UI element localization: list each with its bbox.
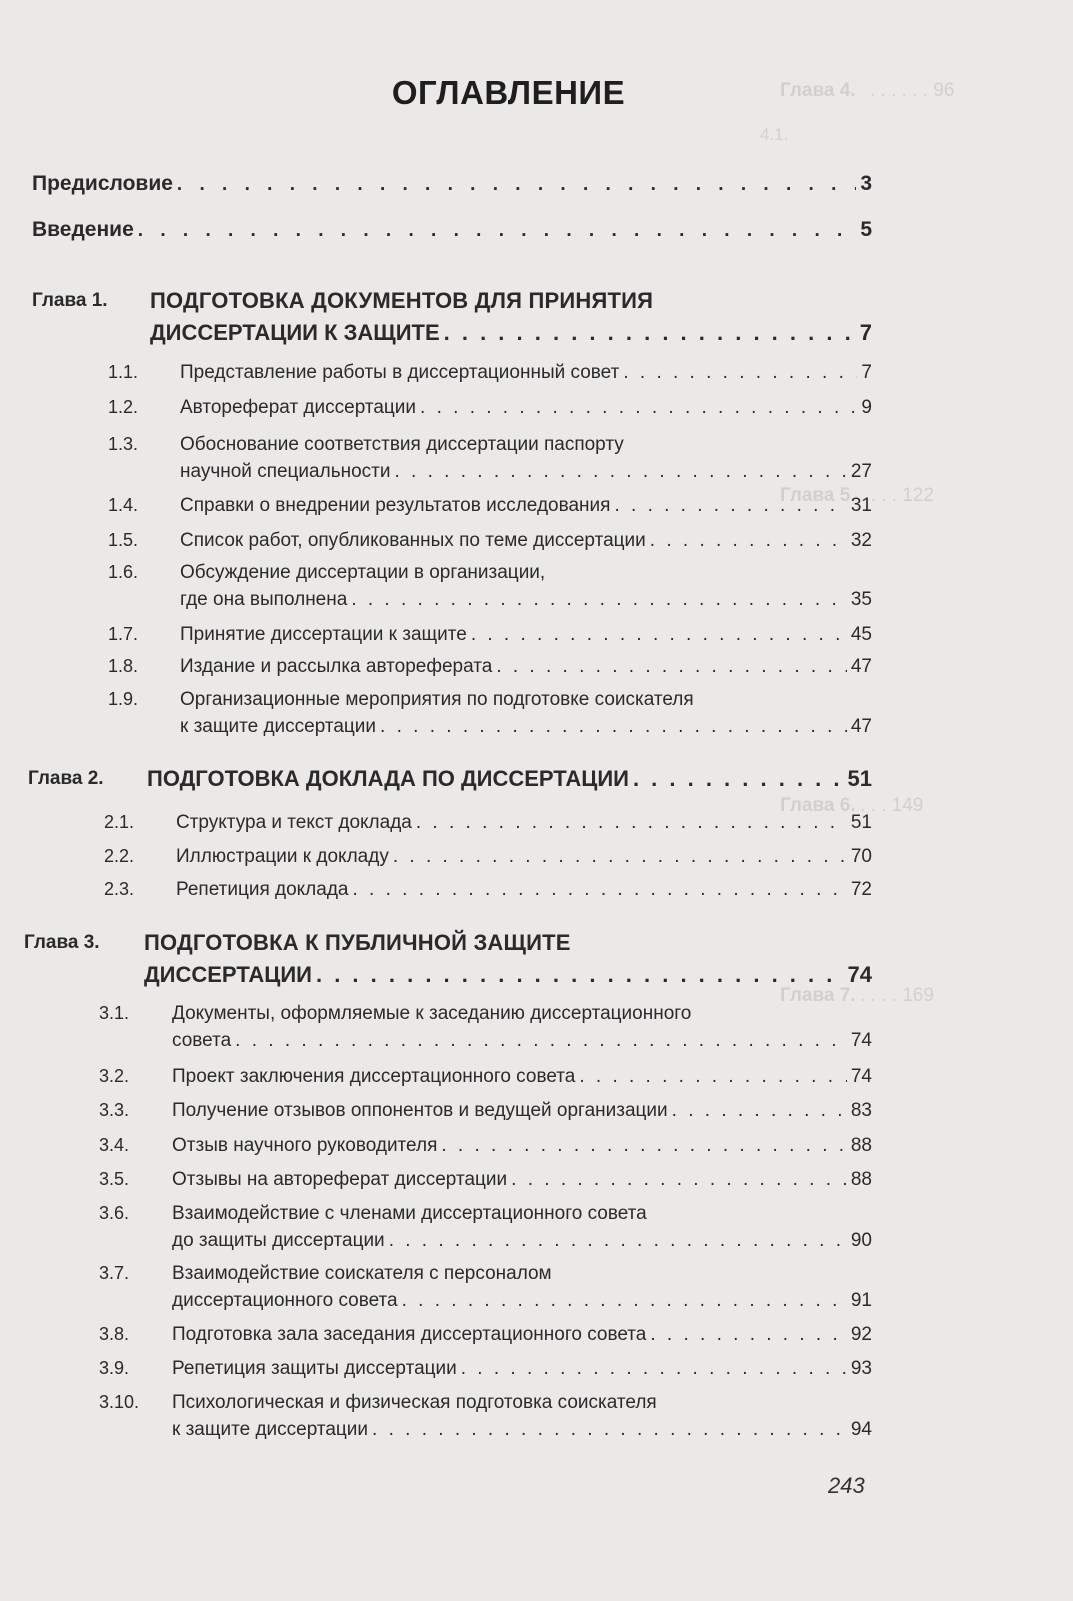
toc-section-entry-label: Справки о внедрении результатов исследования (180, 495, 611, 516)
toc-section-entry-page: 91 (850, 1290, 872, 1311)
toc-section-entry-label: Представление работы в диссертационный совет (180, 362, 620, 383)
dot-leader (420, 397, 857, 419)
dot-leader (316, 962, 844, 988)
toc-section-entry[interactable] (176, 812, 872, 834)
toc-section-entry-page: 74 (850, 1030, 872, 1051)
toc-section-entry-label: Проект заключения диссертационного совета (172, 1066, 576, 1087)
section-title-line: Взаимодействие с членами диссертационного совета (172, 1203, 647, 1224)
dot-leader (416, 812, 847, 834)
chapter-title-line: ПОДГОТОВКА К ПУБЛИЧНОЙ ЗАЩИТЕ (144, 930, 571, 955)
section-number: 2.1. (104, 812, 135, 832)
section-title-line: Психологическая и физическая подготовка соискателя (172, 1392, 657, 1413)
toc-section-entry-label: Репетиция доклада (176, 879, 349, 900)
toc-section-entry-page: 31 (850, 495, 872, 516)
toc-section-entry-label: Структура и текст доклада (176, 812, 412, 833)
toc-section-entry-label: Иллюстрации к докладу (176, 846, 389, 867)
toc-section-entry-page: 90 (850, 1230, 872, 1251)
section-number: 3.4. (99, 1135, 130, 1155)
toc-section-entry-page: 7 (861, 362, 872, 383)
section-number: 3.7. (99, 1263, 130, 1283)
toc-section-entry-page: 74 (850, 1066, 872, 1087)
toc-section-entry-page: 9 (861, 397, 872, 418)
toc-section-entry-label: научной специальности (180, 461, 391, 482)
toc-section-entry-label: диссертационного совета (172, 1290, 398, 1311)
toc-section-entry-page: 72 (850, 879, 872, 900)
toc-section-entry[interactable] (180, 589, 872, 611)
toc-section-entry[interactable] (172, 1030, 872, 1052)
dot-leader (650, 530, 847, 552)
section-number: 1.3. (108, 434, 139, 454)
dot-leader (579, 1066, 847, 1088)
show-through-text: . . . 149 (860, 795, 924, 816)
dot-leader (402, 1290, 847, 1312)
section-number: 3.3. (99, 1100, 130, 1120)
dot-leader (441, 1135, 846, 1157)
toc-section-entry[interactable] (172, 1230, 872, 1252)
toc-section-entry[interactable] (180, 362, 872, 384)
dot-leader (461, 1358, 847, 1380)
section-title-line: Обсуждение диссертации в организации, (180, 562, 546, 583)
toc-section-entry[interactable] (172, 1066, 872, 1088)
show-through-text: 4.1. (760, 125, 789, 144)
chapter-title-label: ПОДГОТОВКА ДОКЛАДА ПО ДИССЕРТАЦИИ (147, 766, 629, 791)
toc-section-entry-label: Отзывы на автореферат диссертации (172, 1169, 508, 1190)
toc-section-entry-label: к защите диссертации (172, 1419, 369, 1440)
section-number: 3.2. (99, 1066, 130, 1086)
dot-leader (235, 1030, 847, 1052)
dot-leader (177, 174, 856, 196)
page-number: 243 (828, 1473, 865, 1498)
toc-section-entry-page: 70 (850, 846, 872, 867)
dot-leader (380, 716, 847, 738)
show-through-text: Глава 6. (780, 795, 856, 816)
section-number: 3.1. (99, 1003, 130, 1023)
toc-front-entry[interactable] (32, 218, 872, 242)
dot-leader (633, 766, 844, 792)
chapter-title-label: ДИССЕРТАЦИИ (144, 962, 312, 987)
chapter-title-page: 74 (847, 962, 872, 987)
toc-section-entry-page: 83 (850, 1100, 872, 1121)
toc-section-entry[interactable] (172, 1290, 872, 1312)
toc-section-entry-label: Репетиция защиты диссертации (172, 1358, 457, 1379)
toc-section-entry[interactable] (180, 656, 872, 678)
chapter-title-page: 7 (859, 320, 872, 345)
toc-section-entry-label: к защите диссертации (180, 716, 377, 737)
show-through-text: . . . . . . 96 (870, 80, 955, 101)
chapter-title-line: ПОДГОТОВКА ДОКУМЕНТОВ ДЛЯ ПРИНЯТИЯ (150, 288, 654, 313)
dot-leader (496, 656, 847, 678)
dot-leader (138, 220, 857, 242)
toc-section-entry[interactable] (180, 530, 872, 552)
toc-section-entry[interactable] (180, 716, 872, 738)
toc-section-entry-page: 92 (850, 1324, 872, 1345)
toc-front-entry[interactable] (32, 172, 872, 196)
toc-section-entry-page: 88 (850, 1135, 872, 1156)
section-number: 1.4. (108, 495, 139, 515)
section-number: 2.3. (104, 879, 135, 899)
toc-section-entry-label: Подготовка зала заседания диссертационного совета (172, 1324, 647, 1345)
toc-section-entry[interactable] (180, 397, 872, 419)
dot-leader (393, 846, 847, 868)
page-title: ОГЛАВЛЕНИЕ (391, 74, 626, 111)
toc-section-entry-page: 35 (850, 589, 872, 610)
toc-section-entry-label: Автореферат диссертации (180, 397, 417, 418)
toc-section-entry-label: совета (172, 1030, 232, 1051)
toc-section-entry[interactable] (180, 495, 872, 517)
toc-section-entry-label: где она выполнена (180, 589, 348, 610)
chapter-title[interactable] (150, 320, 872, 346)
section-title-line: Организационные мероприятия по подготовке соискателя (180, 689, 694, 710)
section-number: 1.6. (108, 562, 139, 582)
dot-leader (511, 1169, 847, 1191)
section-number: 1.1. (108, 362, 139, 382)
show-through-text: . . . . 169 (860, 985, 934, 1006)
toc-section-entry[interactable] (172, 1358, 872, 1380)
toc-section-entry[interactable] (176, 846, 872, 868)
toc-section-entry-page: 27 (850, 461, 872, 482)
chapter-title-page: 51 (847, 766, 872, 791)
toc-front-entry-label: Предисловие (32, 172, 173, 195)
toc-section-entry-page: 47 (850, 716, 872, 737)
section-number: 1.7. (108, 624, 139, 644)
dot-leader (614, 495, 846, 517)
section-number: 3.10. (99, 1392, 140, 1412)
toc-section-entry[interactable] (172, 1419, 872, 1441)
toc-section-entry[interactable] (180, 461, 872, 483)
section-number: 3.5. (99, 1169, 130, 1189)
toc-section-entry[interactable] (172, 1169, 872, 1191)
toc-section-entry-page: 51 (850, 812, 872, 833)
dot-leader (623, 362, 857, 384)
dot-leader (444, 320, 856, 346)
section-number: 1.8. (108, 656, 139, 676)
section-number: 1.5. (108, 530, 139, 550)
toc-section-entry-label: до защиты диссертации (172, 1230, 385, 1251)
dot-leader (389, 1230, 847, 1252)
section-title-line: Взаимодействие соискателя с персоналом (172, 1263, 552, 1284)
chapter-label: Глава 3. (24, 932, 100, 953)
chapter-title-label: ДИССЕРТАЦИИ К ЗАЩИТЕ (150, 320, 440, 345)
show-through-text: Глава 4. (780, 80, 856, 101)
section-number: 1.2. (108, 397, 139, 417)
show-through-text: . . . . 122 (860, 485, 934, 506)
toc-section-entry-label: Список работ, опубликованных по теме диссертации (180, 530, 646, 551)
toc-section-entry-label: Получение отзывов оппонентов и ведущей организации (172, 1100, 668, 1121)
section-number: 3.6. (99, 1203, 130, 1223)
toc-section-entry-page: 93 (850, 1358, 872, 1379)
dot-leader (471, 624, 847, 646)
toc-section-entry[interactable] (176, 879, 872, 901)
toc-section-entry[interactable] (172, 1324, 872, 1346)
toc-section-entry[interactable] (172, 1100, 872, 1122)
dot-leader (650, 1324, 847, 1346)
dot-leader (351, 589, 847, 611)
section-number: 3.8. (99, 1324, 130, 1344)
toc-section-entry[interactable] (180, 624, 872, 646)
toc-front-entry-page: 5 (860, 218, 872, 241)
chapter-label: Глава 2. (28, 768, 104, 789)
toc-section-entry-page: 45 (850, 624, 872, 645)
section-number: 1.9. (108, 689, 139, 709)
dot-leader (353, 879, 847, 901)
chapter-label: Глава 1. (32, 290, 108, 311)
toc-section-entry-label: Отзыв научного руководителя (172, 1135, 438, 1156)
dot-leader (672, 1100, 847, 1122)
dot-leader (372, 1419, 847, 1441)
toc-section-entry[interactable] (172, 1135, 872, 1157)
toc-section-entry-label: Принятие диссертации к защите (180, 624, 467, 645)
section-title-line: Обоснование соответствия диссертации паспорту (180, 434, 624, 455)
toc-front-entry-label: Введение (32, 218, 134, 241)
toc-section-entry-page: 94 (850, 1419, 872, 1440)
toc-section-entry-page: 32 (850, 530, 872, 551)
chapter-title[interactable] (147, 766, 872, 792)
section-number: 3.9. (99, 1358, 130, 1378)
toc-section-entry-label: Издание и рассылка автореферата (180, 656, 493, 677)
dot-leader (394, 461, 846, 483)
show-through-text: Глава 7. (780, 985, 856, 1006)
toc-section-entry-page: 88 (850, 1169, 872, 1190)
toc-section-entry-page: 47 (850, 656, 872, 677)
section-number: 2.2. (104, 846, 135, 866)
section-title-line: Документы, оформляемые к заседанию диссертационного (172, 1003, 692, 1024)
show-through-text: Глава 5. (780, 485, 856, 506)
chapter-title[interactable] (144, 962, 872, 988)
toc-front-entry-page: 3 (860, 172, 872, 195)
